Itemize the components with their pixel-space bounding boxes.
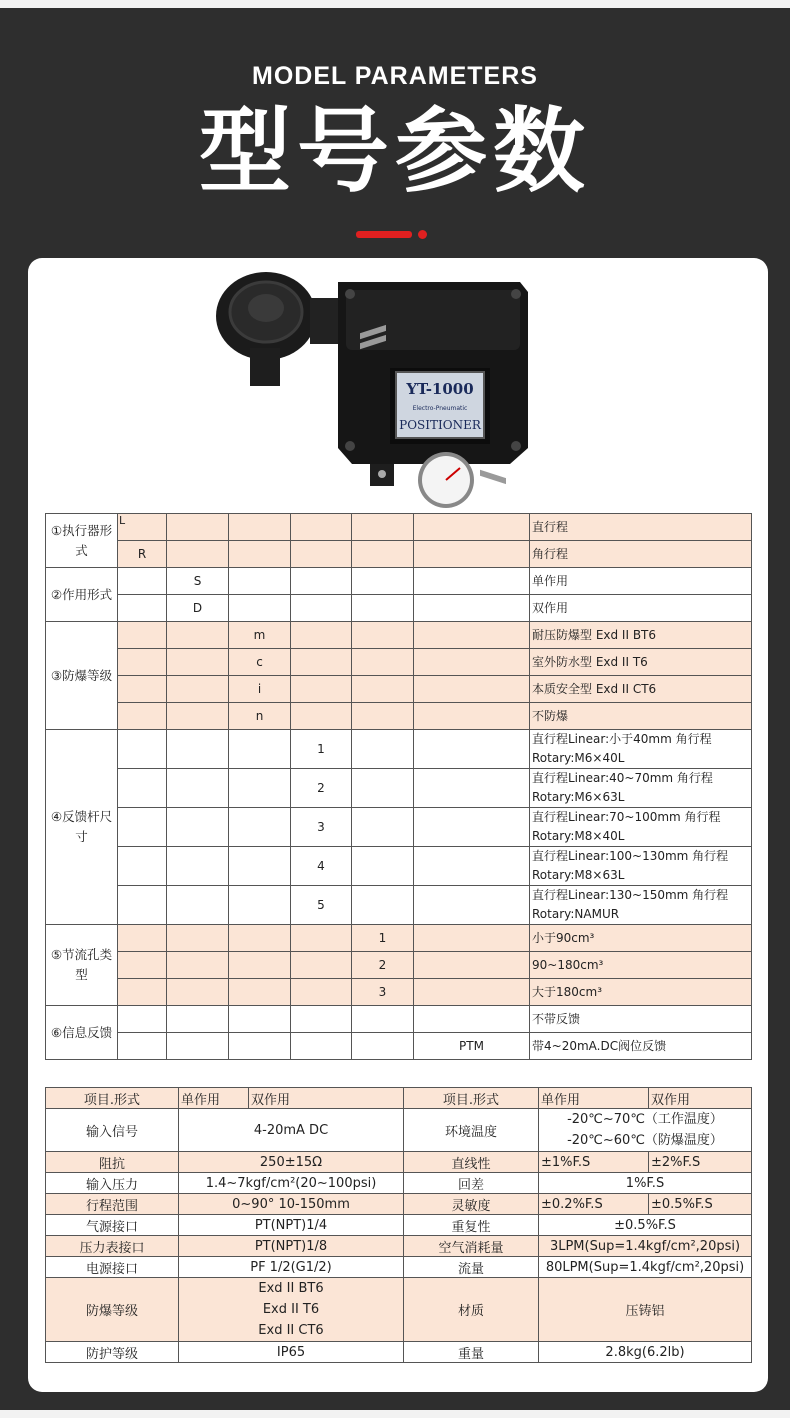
spec-ambient-temp-value: -20℃~70℃（工作温度） -20℃~60℃（防爆温度） — [539, 1109, 752, 1152]
desc-no-feedback: 不带反馈 — [530, 1006, 752, 1033]
spec-power-conn-label: 电源接口 — [46, 1257, 179, 1278]
spec-input-pressure-label: 输入压力 — [46, 1173, 179, 1194]
feedback-label: ⑥信息反馈 — [46, 1006, 118, 1060]
model-code-table — [45, 513, 752, 1060]
spec-stroke-value: 0~90° 10-150mm — [179, 1194, 404, 1215]
spec-input-signal-label: 输入信号 — [46, 1109, 179, 1152]
desc-i: 本质安全型 Exd II CT6 — [530, 676, 752, 703]
spec-protection-label: 防护等级 — [46, 1342, 179, 1363]
code-c: c — [229, 649, 291, 676]
desc-orifice-1: 小于90cm³ — [530, 925, 752, 952]
bottom-strip — [0, 1410, 790, 1418]
spec-gauge-conn-value: PT(NPT)1/8 — [179, 1236, 404, 1257]
code-lever-4: 4 — [291, 847, 352, 886]
spec-weight-value: 2.8kg(6.2lb) — [539, 1342, 752, 1363]
code-n: n — [229, 703, 291, 730]
spec-power-conn-value: PF 1/2(G1/2) — [179, 1257, 404, 1278]
desc-lever-2: 直行程Linear:40~70mm 角行程Rotary:M6×63L — [530, 769, 752, 808]
desc-n: 不防爆 — [530, 703, 752, 730]
desc-m: 耐压防爆型 Exd II BT6 — [530, 622, 752, 649]
product-brand-label: YT-1000 — [406, 380, 474, 398]
code-ptm: PTM — [414, 1033, 530, 1060]
desc-double: 双作用 — [530, 595, 752, 622]
spec-explosion-grade-value: Exd II BT6 Exd II T6 Exd II CT6 — [179, 1278, 404, 1342]
spec-header-double-2: 双作用 — [649, 1088, 752, 1109]
spec-header-item: 项目.形式 — [46, 1088, 179, 1109]
accent-dot — [418, 230, 427, 239]
code-lever-2: 2 — [291, 769, 352, 808]
spec-flow-value: 80LPM(Sup=1.4kgf/cm²,20psi) — [539, 1257, 752, 1278]
spec-stroke-label: 行程范围 — [46, 1194, 179, 1215]
code-S: S — [167, 568, 229, 595]
accent-bar — [356, 231, 412, 238]
spec-sensitivity-label: 灵敏度 — [404, 1194, 539, 1215]
spec-header-item-2: 项目.形式 — [404, 1088, 539, 1109]
desc-c: 室外防水型 Exd II T6 — [530, 649, 752, 676]
spec-table — [45, 1087, 752, 1363]
spec-flow-label: 流量 — [404, 1257, 539, 1278]
code-orifice-2: 2 — [352, 952, 414, 979]
desc-single: 单作用 — [530, 568, 752, 595]
desc-lever-1: 直行程Linear:小于40mm 角行程Rotary:M6×40L — [530, 730, 752, 769]
spec-header-single: 单作用 — [179, 1088, 249, 1109]
code-D: D — [167, 595, 229, 622]
spec-protection-value: IP65 — [179, 1342, 404, 1363]
spec-hysteresis-value: 1%F.S — [539, 1173, 752, 1194]
desc-lever-4: 直行程Linear:100~130mm 角行程Rotary:M8×63L — [530, 847, 752, 886]
spec-air-conn-value: PT(NPT)1/4 — [179, 1215, 404, 1236]
code-lever-3: 3 — [291, 808, 352, 847]
desc-lever-5: 直行程Linear:130~150mm 角行程Rotary:NAMUR — [530, 886, 752, 925]
spec-sensitivity-double: ±0.5%F.S — [649, 1194, 752, 1215]
spec-gauge-conn-label: 压力表接口 — [46, 1236, 179, 1257]
positioner-product-image — [210, 268, 566, 508]
top-strip — [0, 0, 790, 8]
code-R: R — [118, 541, 167, 568]
spec-air-consumption-label: 空气消耗量 — [404, 1236, 539, 1257]
spec-ambient-temp-label: 环境温度 — [404, 1109, 539, 1152]
spec-material-label: 材质 — [404, 1278, 539, 1342]
spec-impedance-label: 阻抗 — [46, 1152, 179, 1173]
spec-header-double: 双作用 — [249, 1088, 404, 1109]
explosion-grade-label: ③防爆等级 — [46, 622, 118, 730]
spec-repeatability-value: ±0.5%F.S — [539, 1215, 752, 1236]
feedback-lever-label: ④反馈杆尺寸 — [46, 730, 118, 925]
spec-impedance-value: 250±15Ω — [179, 1152, 404, 1173]
spec-hysteresis-label: 回差 — [404, 1173, 539, 1194]
spec-linearity-label: 直线性 — [404, 1152, 539, 1173]
desc-rotary: 角行程 — [530, 541, 752, 568]
code-L: L — [118, 514, 167, 541]
parameter-card — [28, 258, 768, 1392]
code-orifice-1: 1 — [352, 925, 414, 952]
spec-linearity-single: ±1%F.S — [539, 1152, 649, 1173]
desc-orifice-2: 90~180cm³ — [530, 952, 752, 979]
svg-text:Electro-Pneumatic: Electro-Pneumatic — [412, 405, 468, 412]
code-i: i — [229, 676, 291, 703]
actuator-type-label: ①执行器形式 — [46, 514, 118, 568]
spec-weight-label: 重量 — [404, 1342, 539, 1363]
section-subtitle: MODEL PARAMETERS — [252, 62, 538, 90]
code-m: m — [229, 622, 291, 649]
desc-ptm: 带4~20mA.DC阀位反馈 — [530, 1033, 752, 1060]
desc-lever-3: 直行程Linear:70~100mm 角行程Rotary:M8×40L — [530, 808, 752, 847]
spec-sensitivity-single: ±0.2%F.S — [539, 1194, 649, 1215]
spec-input-pressure-value: 1.4~7kgf/cm²(20~100psi) — [179, 1173, 404, 1194]
spec-air-conn-label: 气源接口 — [46, 1215, 179, 1236]
desc-orifice-3: 大于180cm³ — [530, 979, 752, 1006]
action-type-label: ②作用形式 — [46, 568, 118, 622]
spec-linearity-double: ±2%F.S — [649, 1152, 752, 1173]
spec-material-value: 压铸铝 — [539, 1278, 752, 1342]
spec-input-signal-value: 4-20mA DC — [179, 1109, 404, 1152]
spec-repeatability-label: 重复性 — [404, 1215, 539, 1236]
section-title: 型号参数 — [198, 98, 591, 205]
code-lever-5: 5 — [291, 886, 352, 925]
code-orifice-3: 3 — [352, 979, 414, 1006]
spec-air-consumption-value: 3LPM(Sup=1.4kgf/cm²,20psi) — [539, 1236, 752, 1257]
orifice-type-label: ⑤节流孔类型 — [46, 925, 118, 1006]
spec-header-single-2: 单作用 — [539, 1088, 649, 1109]
desc-linear: 直行程 — [530, 514, 752, 541]
spec-explosion-grade-label: 防爆等级 — [46, 1278, 179, 1342]
code-lever-1: 1 — [291, 730, 352, 769]
svg-text:POSITIONER: POSITIONER — [399, 418, 481, 432]
